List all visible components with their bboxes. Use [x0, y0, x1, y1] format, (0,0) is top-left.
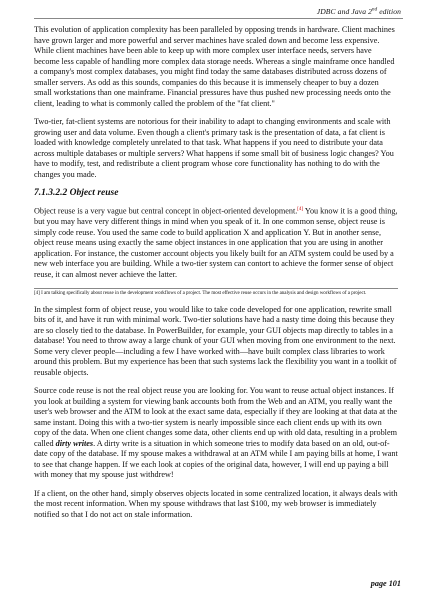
running-header — [317, 7, 401, 16]
header-rule — [34, 18, 403, 19]
footnote: [4] I am talking specifically about reuse in the development workflows of a project. The most effective reuse occurs in the analysis and design workflows of a project. — [34, 288, 398, 298]
paragraph-5-part-b: . A dirty write is a situation in which someone tries to modify data based on an old, out-of-date copy of the database. If my spouse makes a withdrawal at an ATM while I am paying bills at home, I want to see that change happen. If we each look at copies of the original data, however, I will end up paying a bill with money that my spouse just withdrew! — [34, 438, 398, 480]
section-heading: 7.1.3.2.2 Object reuse — [34, 188, 119, 198]
paragraph-1: This evolution of application complexity has been paralleled by opposing trends in hardware. Client machines have grown larger and more powerful and server machines have scaled down and become less expensive. While client machines have been able to keep up with more complex user interface needs, servers have become less capable of handling more complex data storage needs. Whereas a single mainframe once handled a company's most complex databases, you might find today the same databases distributed across dozens of smaller servers. As odd as this sounds, companies do this because it is immensely cheaper to buy a dozen small workstations than one mainframe. Financial pressures have thus pushed new processing needs onto the client, leading to what is commonly called the problem of the "fat client." — [34, 25, 395, 108]
paragraph-2: Two-tier, fat-client systems are notorious for their inability to adapt to changing environments and scale with growing user and data volume. Even though a client's primary task is the presentation of data, a fat client is loaded with knowledge completely unrelated to that task. What happens if you need to distribute your data across multiple databases or multiple servers? What happens if some small bit of business logic changes? You have to modify, test, and redistribute a client program whose core functionality has nothing to do with the changes you made. — [34, 117, 394, 179]
footnote-ref[interactable]: [4] — [297, 207, 304, 212]
paragraph-6: If a client, on the other hand, simply observes objects located in some centralized location, it always deals with the most recent information. When my spouse withdraws that last $100, my web browser is immediately notified so that I do not act on stale information. — [34, 488, 398, 519]
body-text — [34, 25, 398, 528]
dirty-writes-term: dirty writes — [55, 438, 94, 448]
paragraph-3 — [34, 205, 398, 280]
paragraph-5 — [34, 386, 398, 481]
paragraph-4: In the simplest form of object reuse, you would like to take code developed for one application, rewrite small bits of it, and have it run with minimal work. Two-tier solutions have had a nasty time doing this because they are so closely tied to the database. In PowerBuilder, for example, your GUI objects map directly to tables in a database! You need to throw away a large chunk of your GUI when moving from one environment to the next. Some very clever people—including a few I have worked with—have built complex class libraries to work around this problem. But my experience has been that such systems lack the flexibility you want in a toolkit of reusable objects. — [34, 304, 397, 377]
paragraph-3-part-a: Object reuse is a very vague but central concept in object-oriented development. — [34, 206, 298, 216]
paragraph-5-part-a: Source code reuse is not the real object reuse you are looking for. You want to reuse actual object instances. If you look at building a system for viewing bank accounts both from the Web and an ATM, you really want the user's web browser and the ATM to look at the exact same data, especially if they are looking at that data at the same instant. Doing this with a two-tier system is nearly impossible since each client ends up with its own copy of the data. When one client changes some data, other clients end up with old data, resulting in a problem called — [34, 386, 398, 448]
header-text: JDBC and Java 2 — [316, 7, 372, 16]
header-suffix: edition — [377, 7, 401, 16]
paragraph-3-part-b: You know it is a good thing, but you may have very different things in mind when you speak of it. In one common sense, object reuse is simply code reuse. You used the same code to build application X and application Y. But in another sense, object reuse means using exactly the same object instances in one application that you are using in another application. For instance, the customer account objects you likely built for an ATM system could be used by a new web interface you are building. While a two-tier system can contort to achieve the former sense of object reuse, it can almost never achieve the latter. — [34, 206, 398, 279]
header-sup: nd — [372, 7, 378, 13]
page-number: page 101 — [370, 579, 401, 588]
